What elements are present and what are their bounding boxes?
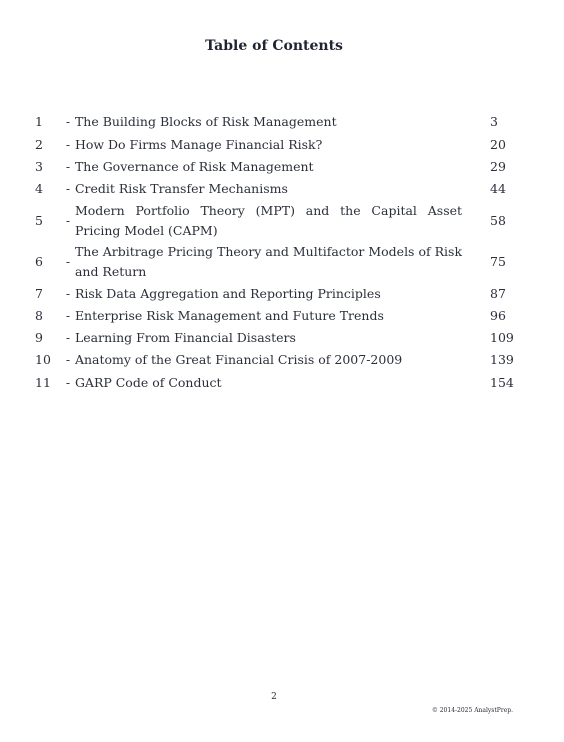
page-number: 2 [271,692,277,702]
toc-entry-page[interactable]: 20 [490,136,506,152]
toc-entry-separator: - [65,136,71,152]
toc-entry-number: 1 [35,114,43,130]
toc-entry-title[interactable]: Credit Risk Transfer Mechanisms [74,181,288,197]
toc-entry-page[interactable]: 29 [490,158,506,174]
toc-entry[interactable] [30,200,530,241]
toc-entry[interactable] [30,133,530,155]
toc-entry-number: 11 [35,374,51,390]
toc-entry-title[interactable]: Anatomy of the Great Financial Crisis of 2007-2009 [74,352,403,368]
toc-entry-separator: - [65,181,71,197]
toc-entry-number: 5 [35,212,43,228]
toc-entry[interactable] [30,371,530,393]
toc-entry-page[interactable]: 3 [490,114,498,130]
toc-entry-separator: - [65,374,71,390]
toc-entry-page[interactable]: 75 [490,253,506,269]
toc-entry-page[interactable]: 44 [490,181,506,197]
toc-entry-number: 6 [35,253,43,269]
toc-entry-number: 4 [35,181,43,197]
page-title: Table of Contents [205,38,343,54]
copyright-notice: © 2014-2025 AnalystPrep. [431,707,513,714]
toc-entry-page[interactable]: 139 [490,352,514,368]
toc-entry-title[interactable]: Enterprise Risk Management and Future Trends [74,307,384,323]
toc-entry-number: 3 [35,158,43,174]
toc-entry-number: 10 [35,352,51,368]
toc-entry-title[interactable]: Learning From Financial Disasters [74,330,296,346]
toc-entry-title[interactable]: How Do Firms Manage Financial Risk? [74,136,323,152]
toc-entry[interactable] [30,327,530,349]
toc-entry-separator: - [65,158,71,174]
toc-entry-separator: - [65,307,71,323]
toc-entry-separator: - [65,352,71,368]
toc-entry[interactable] [30,282,530,304]
toc-entry-title[interactable]: GARP Code of Conduct [74,374,222,390]
toc-entry[interactable] [30,156,530,178]
toc-entry-page[interactable]: 96 [490,307,506,323]
toc-entry-page[interactable]: 87 [490,285,506,301]
toc-entry-number: 9 [35,330,43,346]
toc-entry[interactable] [30,349,530,371]
toc-entry-separator: - [65,330,71,346]
toc-entry-separator: - [65,253,71,269]
toc-entry-page[interactable]: 58 [490,212,506,228]
toc-entry[interactable] [30,241,530,282]
toc-entry-separator: - [65,285,71,301]
toc-entry[interactable] [30,304,530,326]
toc-entry-separator: - [65,212,71,228]
toc-entry-separator: - [65,114,71,130]
toc-entry-title[interactable]: The Building Blocks of Risk Management [74,114,337,130]
toc-entry-number: 2 [35,136,43,152]
toc-entry-page[interactable]: 109 [490,330,514,346]
toc-entry-title[interactable]: Modern Portfolio Theory (MPT) and the Capital Asset Pricing Model (CAPM) [74,203,463,238]
table-of-contents [30,111,530,394]
toc-entry-title[interactable]: Risk Data Aggregation and Reporting Principles [74,285,381,301]
toc-entry-number: 7 [35,285,43,301]
toc-entry[interactable] [30,178,530,200]
toc-entry-number: 8 [35,307,43,323]
toc-entry[interactable] [30,111,530,133]
toc-entry-title[interactable]: The Governance of Risk Management [74,158,314,174]
toc-entry-title[interactable]: The Arbitrage Pricing Theory and Multifactor Models of Risk and Return [74,244,463,279]
toc-entry-page[interactable]: 154 [490,374,514,390]
